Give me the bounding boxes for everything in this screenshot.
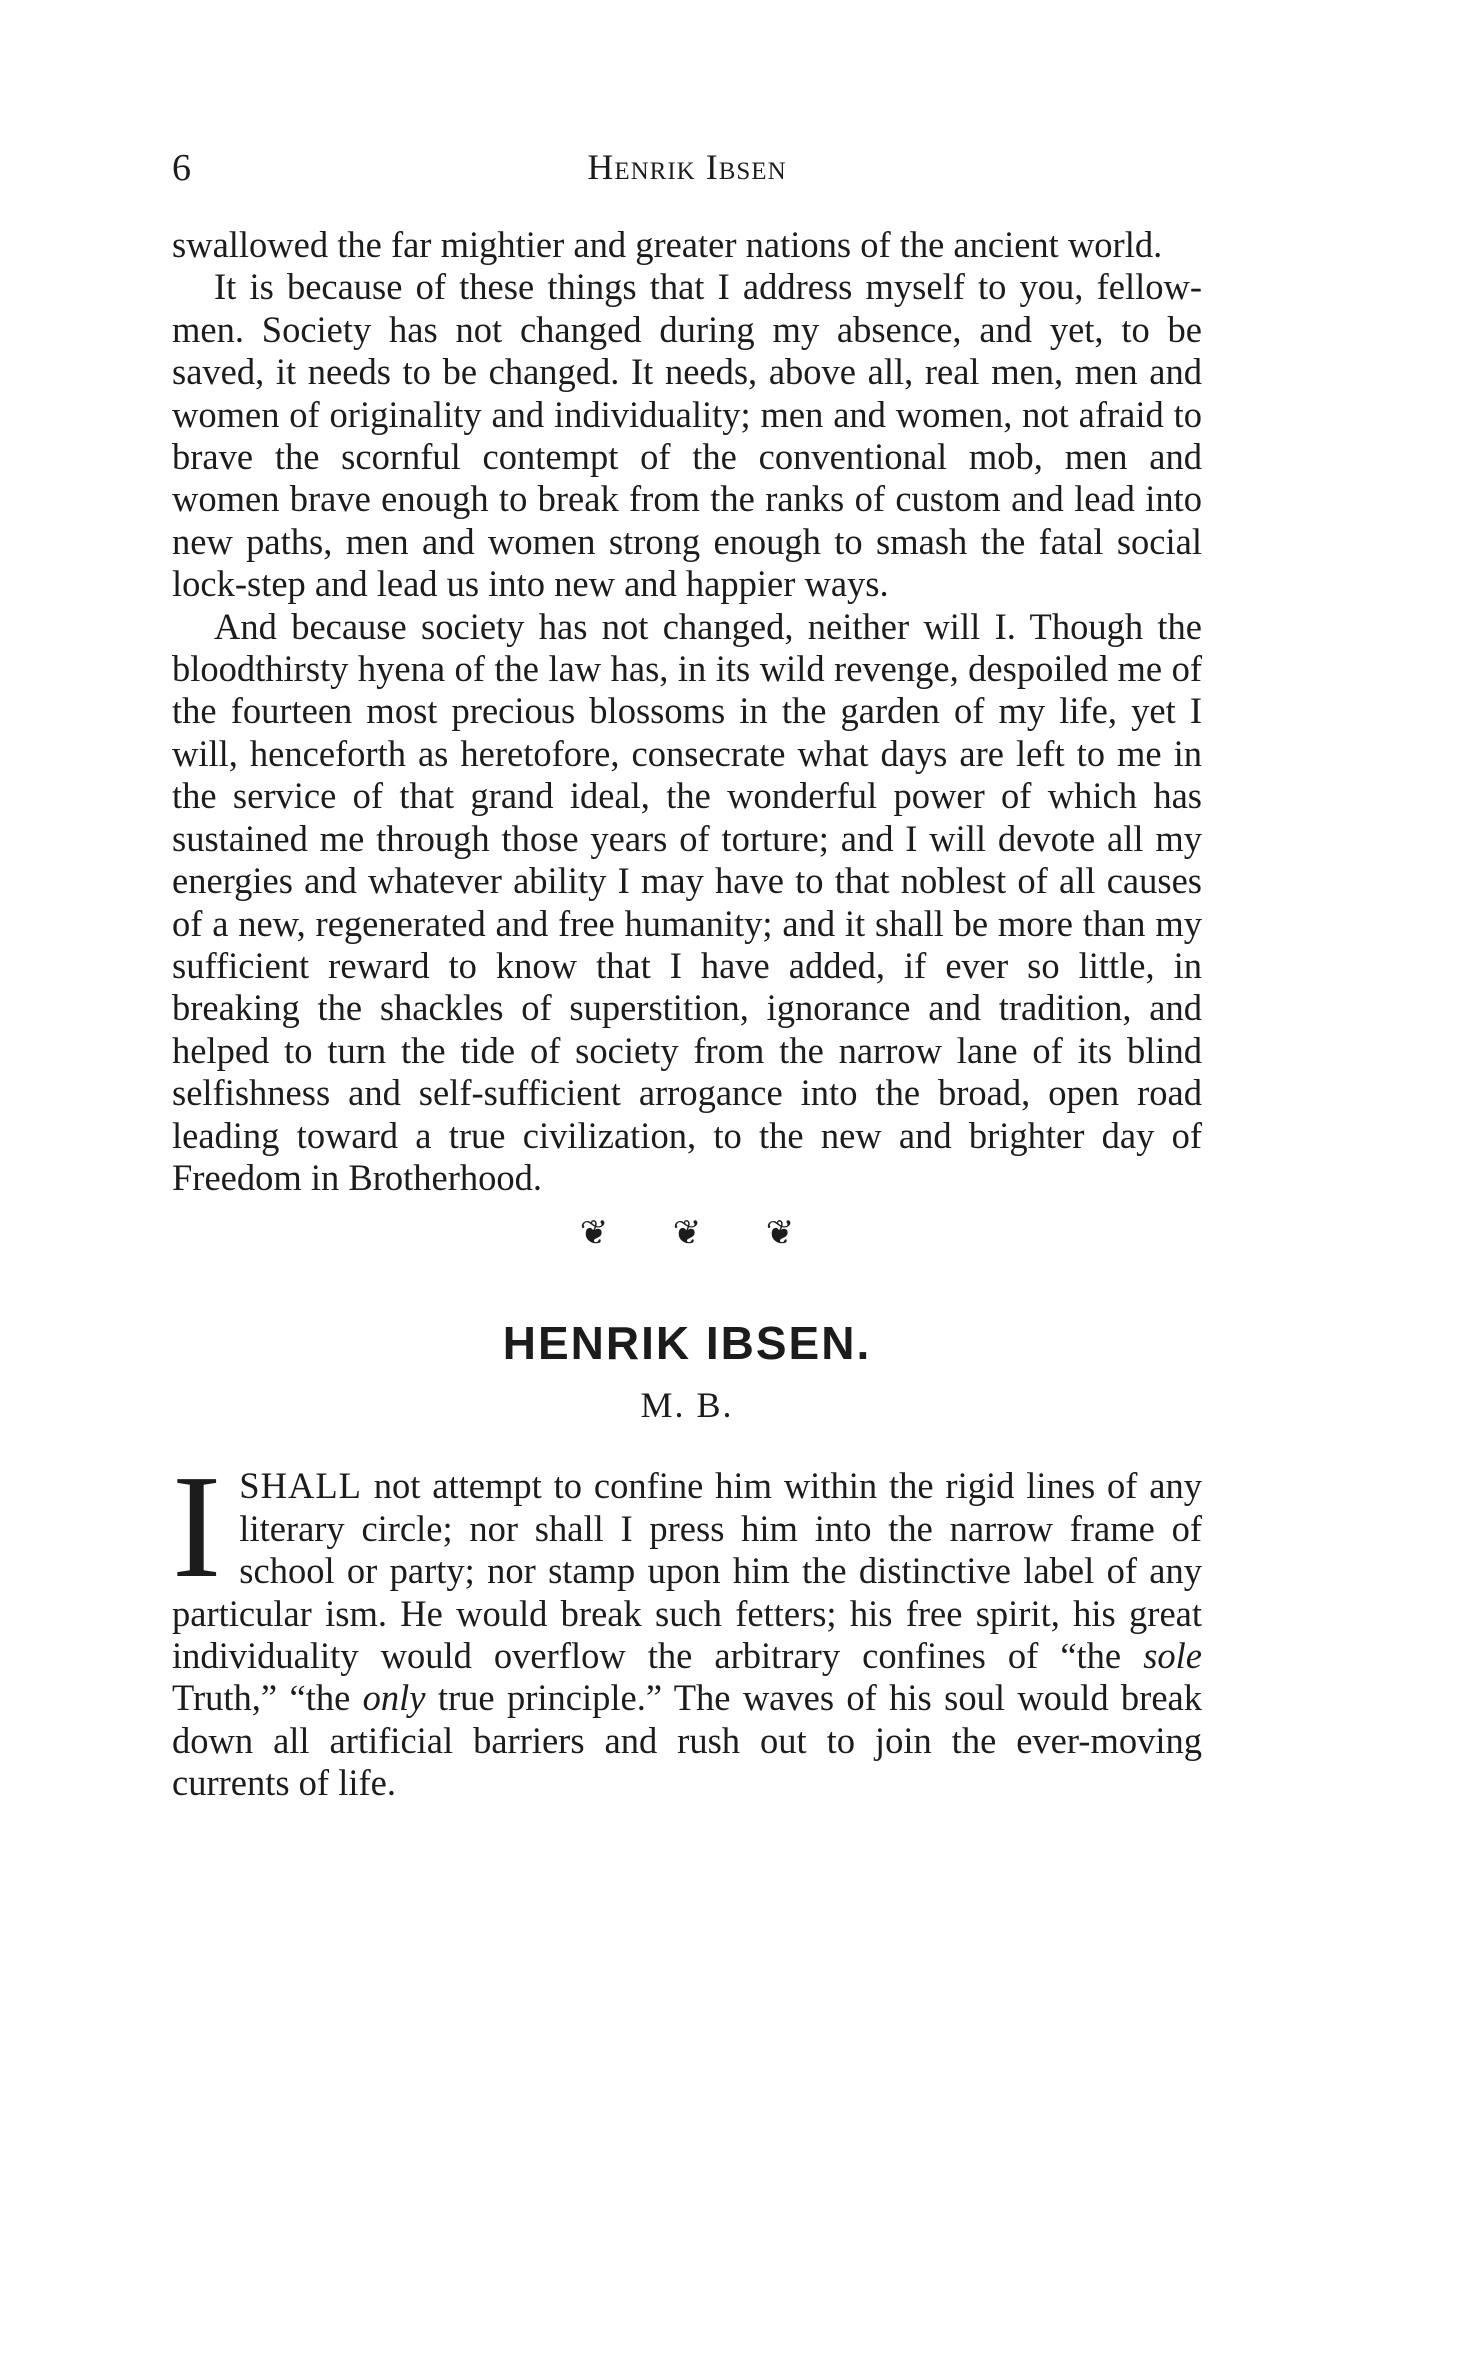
section-ornament: ❦ ❦ ❦ (579, 1215, 823, 1253)
running-title: Henrik Ibsen (587, 147, 787, 187)
paragraph-society: And because society has not changed, neither will I. Though the bloodthirsty hyena of the law has, in its wild revenge, despoiled me of the fourteen most precious blossoms in the garden of my life, yet I will, henceforth as heretofore, consecrate what days are left to me in the service of that grand ideal, the wonderful power of which has sustained me through those years of torture; and I will devote all my energies and whatever ability I may have to that noblest of all causes of a new, regenerated and free humanity; and it shall be more than my sufficient reward to know that I have added, if ever so little, in breaking the shackles of superstition, ignorance and tradition, and helped to turn the tide of society from the narrow lane of its blind selfishness and self-sufficient arrogance into the broad, open road leading toward a true civilization, to the new and brighter day of Freedom in Brotherhood. (172, 605, 1202, 1198)
article-paragraph (172, 1445, 1202, 1804)
page-number: 6 (172, 147, 191, 189)
article-text-part-3: true principle.” The waves of his soul would break down all artificial barriers and rush out to join the ever-moving currents of life. (172, 1677, 1202, 1804)
paragraph-fellow-men: It is because of these things that I address myself to you, fellow-men. Society has not changed during my absence, and yet, to be saved, it needs to be changed. It needs, above all, real men, men and women of originality and individuality; men and women, not afraid to brave the scornful contempt of the conventional mob, men and women brave enough to break from the ranks of custom and lead into new paths, men and women strong enough to smash the fatal social lock-step and lead us into new and happier ways. (172, 266, 1202, 605)
running-head (172, 146, 1202, 194)
opening-words: SHALL (239, 1465, 362, 1507)
emphasis-only: only (362, 1677, 426, 1719)
article-body (172, 1445, 1202, 1804)
drop-cap: I (172, 1445, 222, 1610)
paragraph-continuation: swallowed the far mightier and greater nations of the ancient world. (172, 224, 1163, 265)
body-text (172, 224, 1202, 1805)
article-title: HENRIK IBSEN. (502, 1317, 872, 1370)
article-byline: M. B. (640, 1385, 734, 1426)
article-text-part-1: not attempt to confine him within the rigid lines of any literary circle; nor shall I press him into the narrow frame of school or party; nor stamp upon him the distinctive label of any particular ism. He would break such fetters; his free spirit, his great individuality would overflow the arbitrary confines of “the (172, 1465, 1202, 1676)
emphasis-sole: sole (1143, 1634, 1202, 1676)
article-text-part-2: Truth,” “the (172, 1677, 363, 1719)
